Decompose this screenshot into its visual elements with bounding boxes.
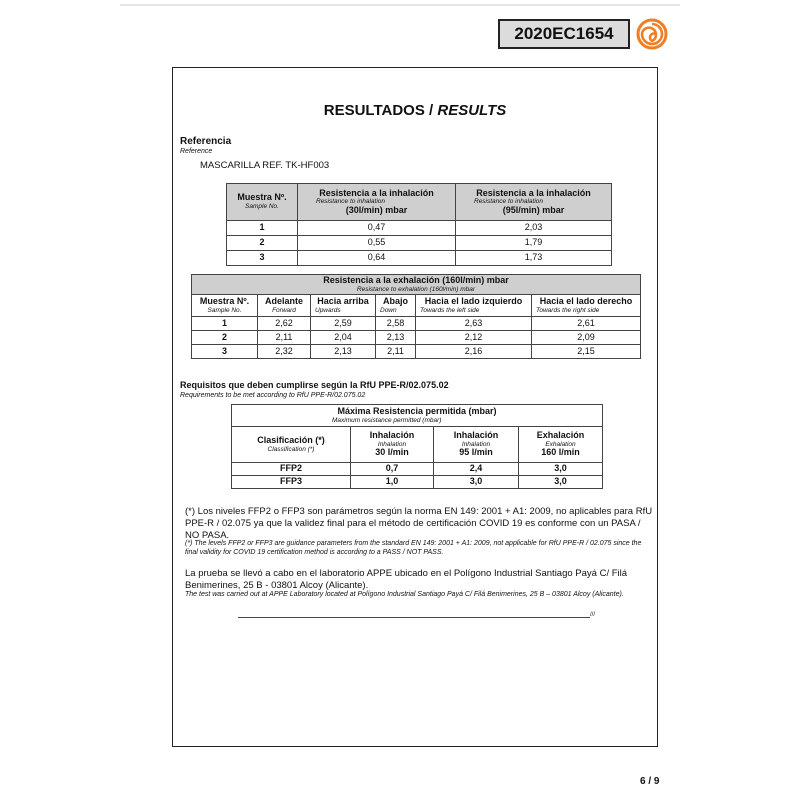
report-code: 2020EC1654 [498,19,630,49]
table-row: 2 2,11 2,04 2,13 2,12 2,09 [192,331,641,345]
t3-header-exh160: Exhalación Exhalation 160 l/min [519,427,603,463]
top-divider [120,4,680,6]
requirements-label-en: Requirements to be met according to RfU PPE-R/02.075.02 [180,392,366,399]
table-row: 2 0,55 1,79 [227,236,612,251]
table-row: 3 0,64 1,73 [227,251,612,266]
t2-header-upwards: Hacia arriba Upwards [311,295,376,317]
note-en: (*) The levels FFP2 or FFP3 are guidance parameters from the standard EN 149: 2001 + A1: 2009, not applicable for RfU PPE-R / 02.075 since the final validity for COVID 19 certification method is according to a PASS / NOT PASS. [185,540,642,556]
page-number: 6 / 9 [640,776,660,787]
t3-header-inh95: Inhalación Inhalation 95 l/min [434,427,519,463]
table-row: 3 2,32 2,13 2,11 2,16 2,15 [192,345,641,359]
t3-header-row [232,427,603,463]
t2-header-forward: Adelante Forward [258,295,311,317]
t2-header-sample: Muestra Nº. Sample No. [192,295,258,317]
t3-title: Máxima Resistencia permitida (mbar) Maximum resistance permitted (mbar) [232,405,603,427]
t3-header-class: Clasificación (*) Classification (*) [232,427,351,463]
t2-header-down: Abajo Down [376,295,416,317]
reference-label: Referencia [180,136,232,147]
reference-label-en: Reference [180,148,213,155]
table-row: 1 2,62 2,59 2,58 2,63 2,61 [192,317,641,331]
table-row: FFP3 1,0 3,0 3,0 [232,476,603,489]
t2-header-row [192,295,641,317]
table-row: 1 0,47 2,03 [227,221,612,236]
t1-header-sample: Muestra Nº. Sample No. [227,184,298,221]
page-title: RESULTADOS / RESULTS [323,102,507,119]
exhalation-table [191,274,641,359]
spiral-logo-icon [636,18,668,50]
inhalation-table [226,183,612,266]
t2-header-right: Hacia el lado derecho Towards the right side [532,295,641,317]
t2-title: Resistencia a la exhalación (160l/min) mbar Resistance to exhalation (160l/min) mbar [192,275,641,295]
lab-es: La prueba se llevó a cabo en el laboratorio APPE ubicado en el Polígono Industrial Santiago Payá C/ Filá Benimerines, 25 B - 03801 Alcoy (Alicante). [185,568,628,591]
table-row: FFP2 0,7 2,4 3,0 [232,463,603,476]
reference-value: MASCARILLA REF. TK-HF003 [200,160,330,171]
t1-header-inh95: Resistencia a la inhalación Resistance to inhalation (95l/min) mbar [456,184,612,221]
end-line [238,617,590,618]
end-mark: /// [590,612,596,618]
t2-header-left: Hacia el lado izquierdo Towards the left side [416,295,532,317]
t1-header-inh30: Resistencia a la inhalación Resistance to inhalation (30l/min) mbar [298,184,456,221]
requirements-label: Requisitos que deben cumplirse según la RfU PPE-R/02.075.02 [180,380,449,390]
note-es: (*) Los niveles FFP2 o FFP3 son parámetros según la norma EN 149: 2001 + A1: 2009, no aplicables para RfU PPE-R / 02.075 ya que la validez final para el método de certificación COVID 19 es conforme con un PASA / NO PASA. [185,506,653,541]
lab-en: The test was carried out at APPE Laboratory located at Polígono Industrial Santiago Payá C/ Filá Benimerines, 25 B – 03801 Alcoy (Alicante). [185,591,624,598]
max-resistance-table [231,404,603,489]
t3-header-inh30: Inhalación Inhalation 30 l/min [351,427,434,463]
